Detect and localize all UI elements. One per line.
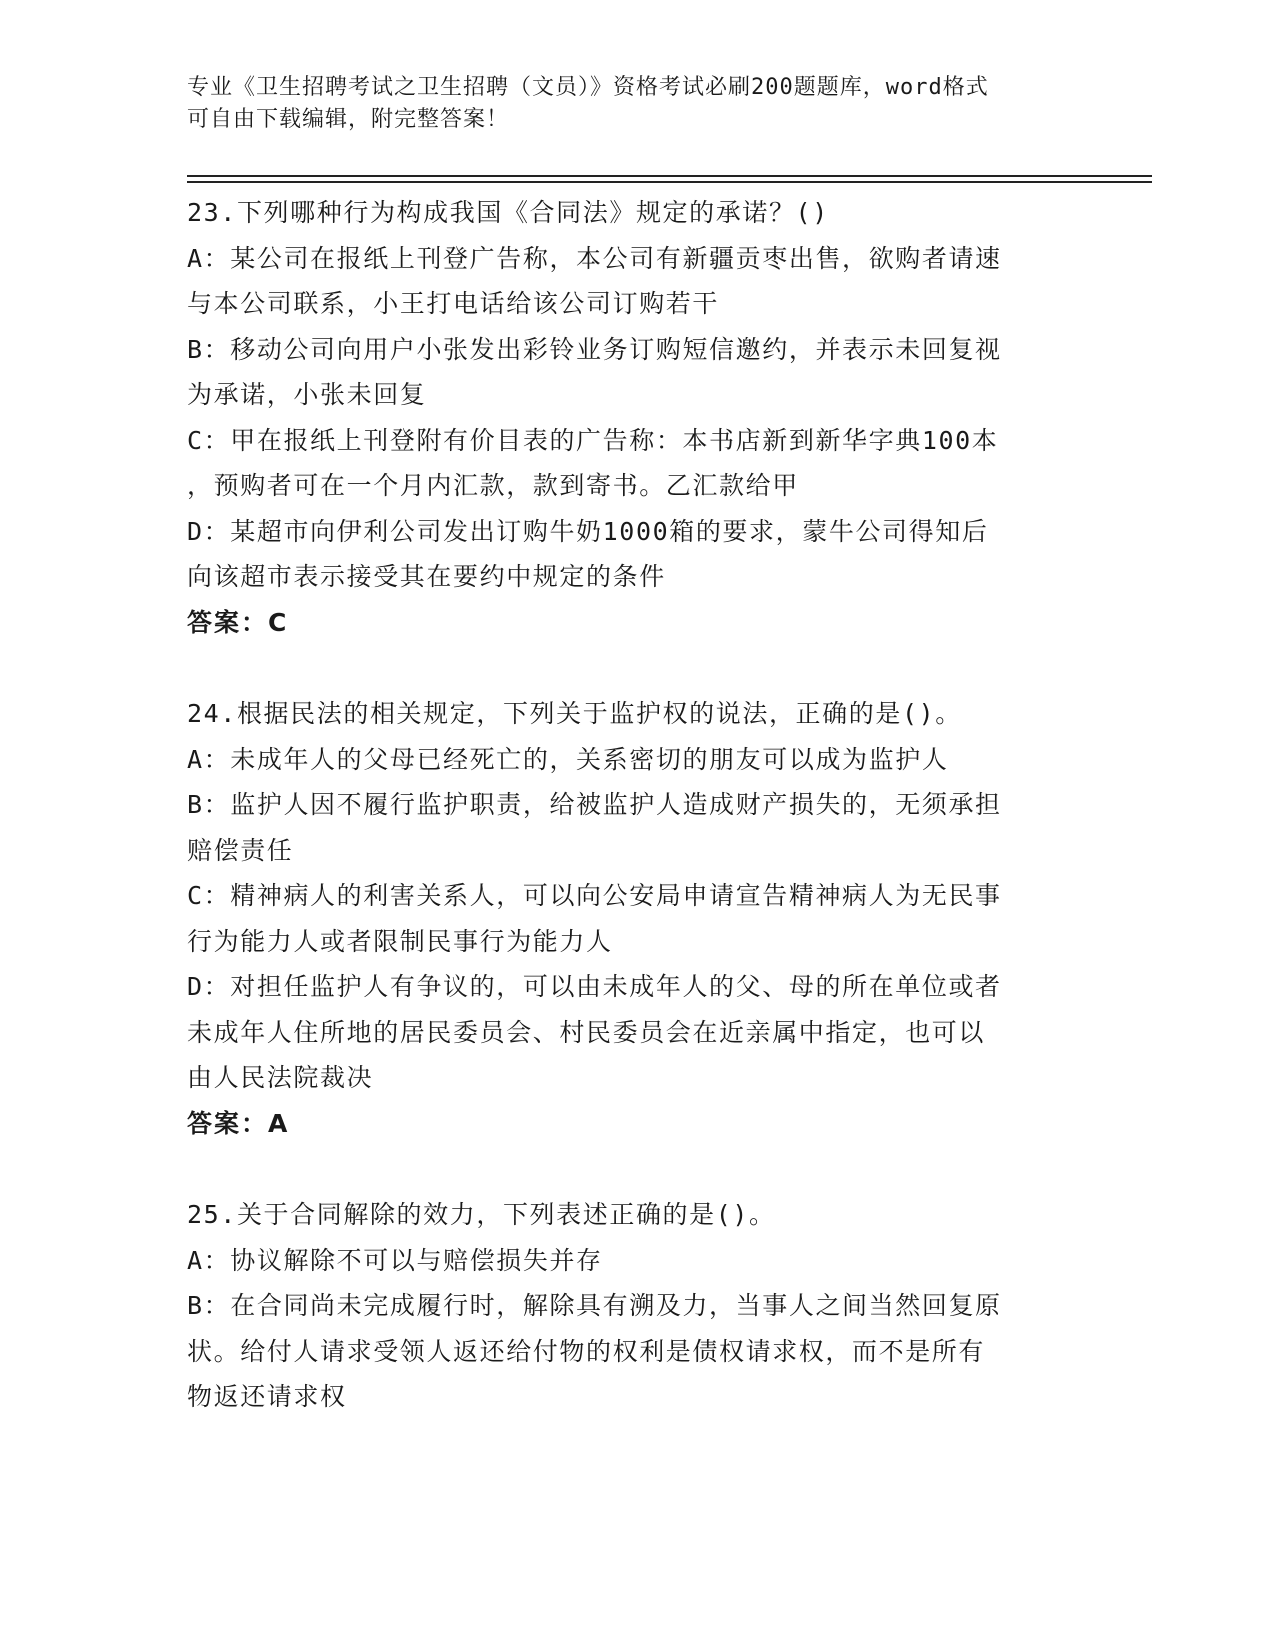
option-b-line: 状。给付人请求受领人返还给付物的权利是债权请求权，而不是所有 xyxy=(187,1336,986,1366)
option-c-line: ，预购者可在一个月内汇款，款到寄书。乙汇款给甲 xyxy=(187,471,799,500)
option-b-line: B：在合同尚未完成履行时，解除具有溯及力，当事人之间当然回复原 xyxy=(187,1291,1002,1320)
question-stem: 23.下列哪种行为构成我国《合同法》规定的承诺？() xyxy=(187,198,829,227)
question-list xyxy=(187,190,1087,1420)
option-d-line: D：对担任监护人有争议的，可以由未成年人的父、母的所在单位或者 xyxy=(187,972,1002,1001)
option-b-line: B：移动公司向用户小张发出彩铃业务订购短信邀约，并表示未回复视 xyxy=(187,334,1002,364)
option-d-line: 未成年人住所地的居民委员会、村民委员会在近亲属中指定，也可以 xyxy=(187,1017,986,1047)
option-a-line: 与本公司联系，小王打电话给该公司订购若干 xyxy=(187,289,720,318)
option-b-line: 物返还请求权 xyxy=(187,1382,347,1411)
question-25 xyxy=(187,1192,1087,1420)
question-24 xyxy=(187,691,1087,1146)
option-c-line: C：甲在报纸上刊登附有价目表的广告称：本书店新到新华字典100本 xyxy=(187,425,999,455)
question-stem: 25.关于合同解除的效力，下列表述正确的是()。 xyxy=(187,1200,776,1229)
option-d-line: D：某超市向伊利公司发出订购牛奶1000箱的要求，蒙牛公司得知后 xyxy=(187,516,989,546)
question-23 xyxy=(187,190,1087,645)
option-c-line: 行为能力人或者限制民事行为能力人 xyxy=(187,926,613,956)
header-line-1: 专业《卫生招聘考试之卫生招聘（文员）》资格考试必刷200题题库，word格式 xyxy=(187,75,989,100)
option-d-line: 向该超市表示接受其在要约中规定的条件 xyxy=(187,562,666,591)
option-b-line: B：监护人因不履行监护职责，给被监护人造成财产损失的，无须承担 xyxy=(187,790,1002,819)
answer-label: 答案：C xyxy=(187,607,289,637)
option-a-line: A：未成年人的父母已经死亡的，关系密切的朋友可以成为监护人 xyxy=(187,744,949,774)
header-divider-bottom xyxy=(187,181,1152,183)
option-b-line: 赔偿责任 xyxy=(187,835,294,865)
option-b-line: 为承诺，小张未回复 xyxy=(187,380,427,409)
question-stem: 24.根据民法的相关规定，下列关于监护权的说法，正确的是()。 xyxy=(187,699,962,728)
option-a-line: A：协议解除不可以与赔偿损失并存 xyxy=(187,1245,603,1275)
header-divider-top xyxy=(187,175,1152,177)
option-d-line: 由人民法院裁决 xyxy=(187,1063,374,1092)
header-line-2: 可自由下载编辑，附完整答案！ xyxy=(187,107,510,132)
option-c-line: C：精神病人的利害关系人，可以向公安局申请宣告精神病人为无民事 xyxy=(187,881,1002,910)
answer-label: 答案：A xyxy=(187,1108,290,1138)
document-header xyxy=(187,72,1067,136)
option-a-line: A：某公司在报纸上刊登广告称，本公司有新疆贡枣出售，欲购者请速 xyxy=(187,243,1002,273)
